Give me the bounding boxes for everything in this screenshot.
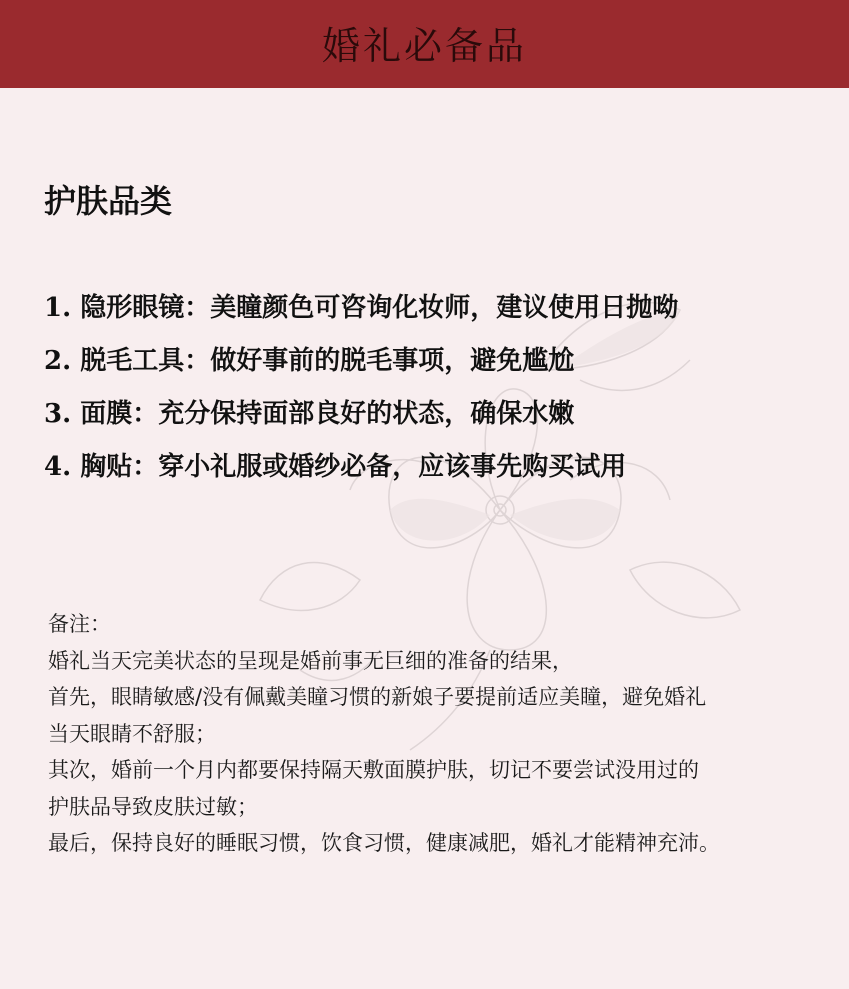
note-line: 其次，婚前一个月内都要保持隔天敷面膜护肤，切记不要尝试没用过的 xyxy=(48,758,699,782)
page-title: 婚礼必备品 xyxy=(321,23,527,68)
note-line: 婚礼当天完美状态的呈现是婚前事无巨细的准备的结果， xyxy=(48,648,573,673)
notes-label: 备注： xyxy=(48,612,111,636)
header-bar xyxy=(0,0,849,88)
list-item: 2. 脱毛工具：做好事前的脱毛事项，避免尴尬 xyxy=(44,346,575,376)
note-line: 最后，保持良好的睡眠习惯，饮食习惯，健康减肥，婚礼才能精神充沛。 xyxy=(48,831,720,855)
note-line: 当天眼睛不舒服； xyxy=(48,721,216,746)
note-line: 首先，眼睛敏感/没有佩戴美瞳习惯的新娘子要提前适应美瞳，避免婚礼 xyxy=(48,685,707,709)
section-title: 护肤品类 xyxy=(44,182,173,220)
list-item: 1. 隐形眼镜：美瞳颜色可咨询化妆师，建议使用日抛呦 xyxy=(44,293,679,323)
note-line: 护肤品导致皮肤过敏； xyxy=(48,794,258,819)
list-item: 3. 面膜：充分保持面部良好的状态，确保水嫩 xyxy=(44,399,575,429)
list-item: 4. 胸贴：穿小礼服或婚纱必备，应该事先购买试用 xyxy=(44,452,627,482)
notes-section xyxy=(48,606,818,862)
items-list xyxy=(44,282,678,494)
